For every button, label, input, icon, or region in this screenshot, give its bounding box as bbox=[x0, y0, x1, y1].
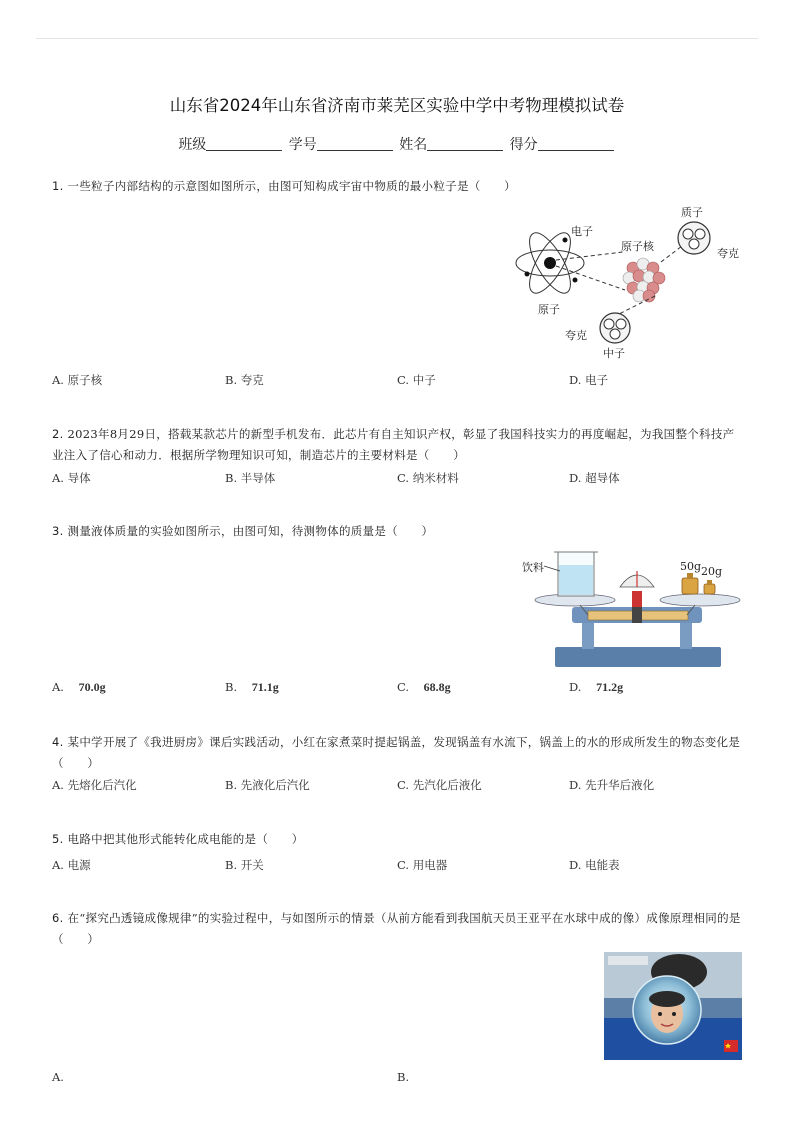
label-neutron: 中子 bbox=[603, 347, 625, 360]
q3-option-b[interactable] bbox=[225, 680, 279, 695]
balance-dial bbox=[620, 571, 654, 587]
question-number: 6. bbox=[52, 911, 64, 925]
question-3 bbox=[52, 521, 744, 542]
id-label: 学号 bbox=[288, 137, 317, 153]
q5-option-d[interactable]: D. 电能表 bbox=[569, 858, 620, 872]
beaker bbox=[554, 552, 598, 596]
label-proton: 质子 bbox=[681, 206, 703, 219]
score-blank bbox=[538, 136, 614, 151]
q3-option-c[interactable] bbox=[397, 680, 451, 695]
q1-option-b[interactable]: B. 夸克 bbox=[225, 373, 264, 387]
question-number: 5. bbox=[52, 832, 64, 846]
q6-option-b[interactable]: B. bbox=[397, 1070, 410, 1084]
header-divider bbox=[36, 38, 758, 39]
page-title: 山东省2024年山东省济南市莱芜区实验中学中考物理模拟试卷 bbox=[169, 96, 625, 115]
option-value: 71.2g bbox=[596, 680, 624, 694]
q2-option-b[interactable]: B. 半导体 bbox=[225, 471, 276, 485]
label-50g: 50g bbox=[680, 560, 702, 573]
q5-option-c[interactable]: C. 用电器 bbox=[397, 858, 448, 872]
label-quark-top: 夸克 bbox=[717, 247, 739, 260]
question-text: 电路中把其他形式能转化成电能的是（ ） bbox=[67, 832, 304, 846]
q6-option-a[interactable]: A. bbox=[52, 1070, 64, 1084]
q2-option-d[interactable]: D. 超导体 bbox=[569, 471, 620, 485]
q4-option-a[interactable]: A. 先熔化后汽化 bbox=[52, 778, 137, 792]
option-letter: A. bbox=[52, 680, 64, 694]
option-value: 71.1g bbox=[251, 680, 279, 694]
class-blank bbox=[206, 136, 282, 151]
q4-option-d[interactable]: D. 先升华后液化 bbox=[569, 778, 655, 792]
label-atom: 原子 bbox=[538, 303, 560, 316]
q1-option-a[interactable]: A. 原子核 bbox=[52, 373, 103, 387]
question-number: 1. bbox=[52, 179, 64, 193]
option-letter: B. bbox=[225, 680, 238, 694]
score-label: 得分 bbox=[509, 137, 538, 153]
q5-option-b[interactable]: B. 开关 bbox=[225, 858, 264, 872]
q4-option-b[interactable]: B. 先液化后汽化 bbox=[225, 778, 310, 792]
question-1 bbox=[52, 176, 744, 197]
name-blank bbox=[427, 136, 503, 151]
question-5 bbox=[52, 829, 744, 850]
question-4 bbox=[52, 732, 744, 774]
balance-scale-figure bbox=[520, 545, 746, 675]
name-label: 姓名 bbox=[399, 137, 428, 153]
neutron-diagram bbox=[600, 313, 630, 343]
option-letter: D. bbox=[569, 680, 582, 694]
question-number: 3. bbox=[52, 524, 64, 538]
class-label: 班级 bbox=[178, 137, 207, 153]
question-text: 在“探究凸透镜成像规律”的实验过程中，与如图所示的情景（从前方能看到我国航天员王亚平在水球中成的像）成像原理相同的是（ ） bbox=[52, 911, 741, 946]
student-info-line bbox=[0, 134, 794, 154]
q2-option-a[interactable]: A. 导体 bbox=[52, 471, 91, 485]
q3-option-a[interactable] bbox=[52, 680, 106, 695]
question-text: 测量液体质量的实验如图所示，由图可知，待测物体的质量是（ ） bbox=[67, 524, 434, 538]
question-text: 2023年8月29日，搭载某款芯片的新型手机发布．此芯片有自主知识产权，彰显了我国科技实力的再度崛起，为我国整个科技产业注入了信心和动力．根据所学物理知识可知，制造芯片的主要材料是（ ） bbox=[52, 427, 735, 462]
nucleus-diagram bbox=[623, 258, 665, 302]
question-number: 4. bbox=[52, 735, 64, 749]
option-letter: C. bbox=[397, 680, 410, 694]
particle-structure-figure bbox=[505, 200, 750, 365]
q3-option-d[interactable] bbox=[569, 680, 623, 695]
q1-option-c[interactable]: C. 中子 bbox=[397, 373, 436, 387]
question-2 bbox=[52, 424, 744, 466]
label-20g: 20g bbox=[701, 565, 723, 578]
question-text: 一些粒子内部结构的示意图如图所示，由图可知构成宇宙中物质的最小粒子是（ ） bbox=[67, 179, 516, 193]
question-number: 2. bbox=[52, 427, 64, 441]
question-text: 某中学开展了《我进厨房》课后实践活动，小红在家煮菜时提起锅盖，发现锅盖有水流下，锅盖上的水的形成所发生的物态变化是（ ） bbox=[52, 735, 741, 770]
water-ball-photo bbox=[604, 952, 742, 1060]
q4-option-c[interactable]: C. 先汽化后液化 bbox=[397, 778, 482, 792]
option-value: 68.8g bbox=[423, 680, 451, 694]
label-drink: 饮料 bbox=[522, 561, 544, 574]
id-blank bbox=[317, 136, 393, 151]
q2-option-c[interactable]: C. 纳米材料 bbox=[397, 471, 459, 485]
option-value: 70.0g bbox=[78, 680, 106, 694]
label-electron: 电子 bbox=[571, 225, 593, 238]
proton-diagram bbox=[678, 222, 710, 254]
label-quark-bottom: 夸克 bbox=[565, 329, 587, 342]
q1-option-d[interactable]: D. 电子 bbox=[569, 373, 609, 387]
label-nucleus: 原子核 bbox=[621, 240, 654, 253]
q5-option-a[interactable]: A. 电源 bbox=[52, 858, 91, 872]
question-6 bbox=[52, 908, 744, 950]
